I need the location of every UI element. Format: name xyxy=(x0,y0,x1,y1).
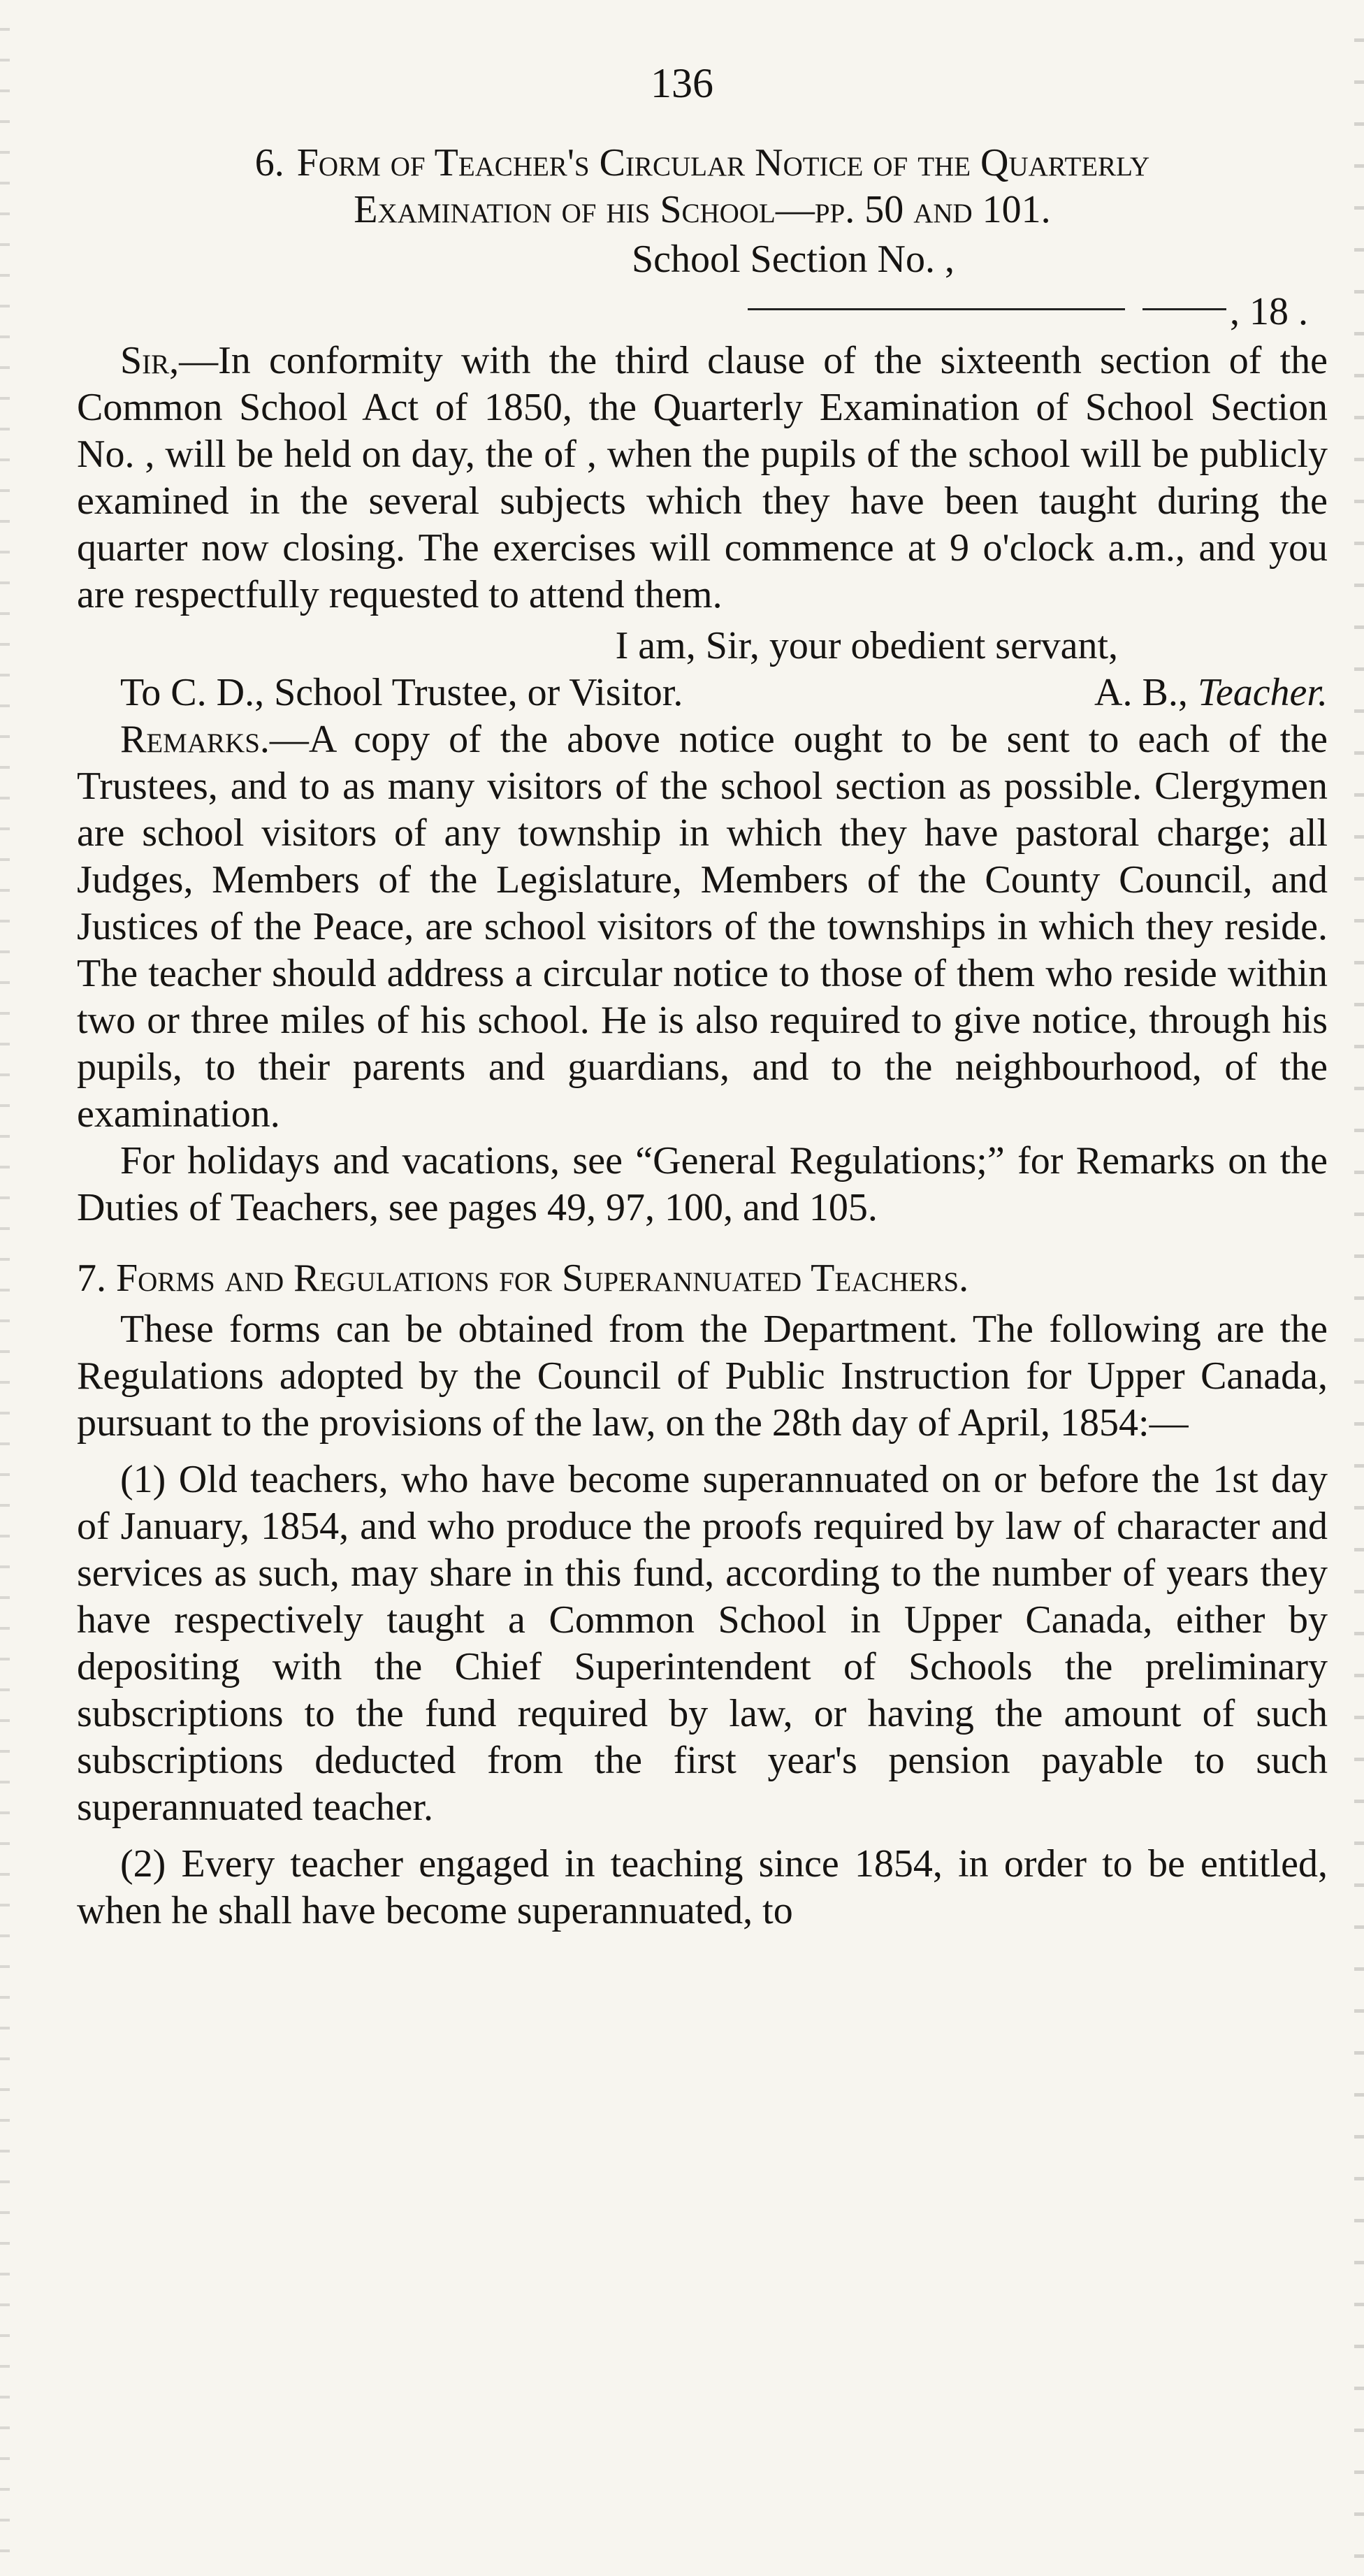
section-6-title-line2: Examination of his School—pp. 50 and 101. xyxy=(354,188,1051,231)
addressee-line xyxy=(77,670,1328,716)
remarks-paragraph xyxy=(77,716,1328,1138)
sender-title: Teacher. xyxy=(1197,671,1328,714)
salutation: Sir, xyxy=(120,339,180,382)
date-year: , 18 . xyxy=(1230,290,1308,333)
regulation-item-2: (2) Every teacher engaged in teaching since 1854, in order to be entitled, when he shall have become superannuated, to xyxy=(77,1842,1328,1932)
sender-name: A. B., xyxy=(1094,671,1188,714)
text-column xyxy=(77,140,1328,1934)
section-7-intro: These forms can be obtained from the Department. The following are the Regulations adopted by the Council of Public Instruction for Upper Canada, pursuant to the provisions of the law, on the 28th day of April, 1854:— xyxy=(77,1308,1328,1445)
page-edge-left xyxy=(0,0,10,2576)
closing-line: I am, Sir, your obedient servant, xyxy=(615,624,1118,667)
section-7-number: 7. xyxy=(77,1257,106,1300)
addressee: To C. D., School Trustee, or Visitor. xyxy=(120,671,683,714)
date-blank-rule xyxy=(748,308,1125,310)
section-6-number: 6. xyxy=(254,141,284,184)
section-7-heading xyxy=(77,1255,1328,1302)
page-number: 136 xyxy=(651,60,713,106)
holidays-paragraph: For holidays and vacations, see “General Regulations;” for Remarks on the Duties of Teachers, see pages 49, 97, 100, and 105. xyxy=(77,1139,1328,1229)
date-blank-rule-short xyxy=(1142,308,1226,310)
remarks-text: —A copy of the above notice ought to be sent to each of the Trustees, and to as many visitors of the school section as possible. Clergymen are school visitors of any township in which they have pastoral charge; all Judges, Members of the Legislature, Members of the County Council, and Justices of the Peace, are school visitors of the townships in which they reside. The teacher should address a circular notice to those of them who reside within two or three miles of his school. He is also required to give notice, through his pupils, to their parents and guardians, and to the neighbourhood, of the examination. xyxy=(77,718,1328,1136)
sender-signature xyxy=(1094,670,1328,716)
notice-text: —In conformity with the third clause of the sixteenth section of the Common School Act of 1850, the Quarterly Examination of School Section No. , will be held on day, the of , when the pupils of the school will be publicly examined in the several subjects which they have been taught during the quarter now closing. The exercises will commence at 9 o'clock a.m., and you are respectfully requested to attend them. xyxy=(77,339,1328,616)
regulation-item-1: (1) Old teachers, who have become superannuated on or before the 1st day of January, 1854, and who produce the proofs required by law of character and services as such, may share in this fund, according to the number of years they have respectively taught a Common School in Upper Canada, either by depositing with the Chief Superintendent of Schools the preliminary subscriptions to the fund required by law, or having the amount of such subscriptions deducted from the first year's pension payable to such superannuated teacher. xyxy=(77,1458,1328,1829)
page-edge-right xyxy=(1354,0,1364,2576)
section-6-heading xyxy=(77,140,1328,233)
section-7-title: Forms and Regulations for Superannuated Teachers. xyxy=(116,1257,969,1300)
school-section-line: School Section No. , xyxy=(632,238,955,281)
notice-body xyxy=(77,338,1328,618)
date-line xyxy=(77,289,1328,338)
remarks-label: Remarks. xyxy=(120,718,270,761)
section-6-title-line1: Form of Teacher's Circular Notice of the Quarterly xyxy=(296,141,1150,184)
